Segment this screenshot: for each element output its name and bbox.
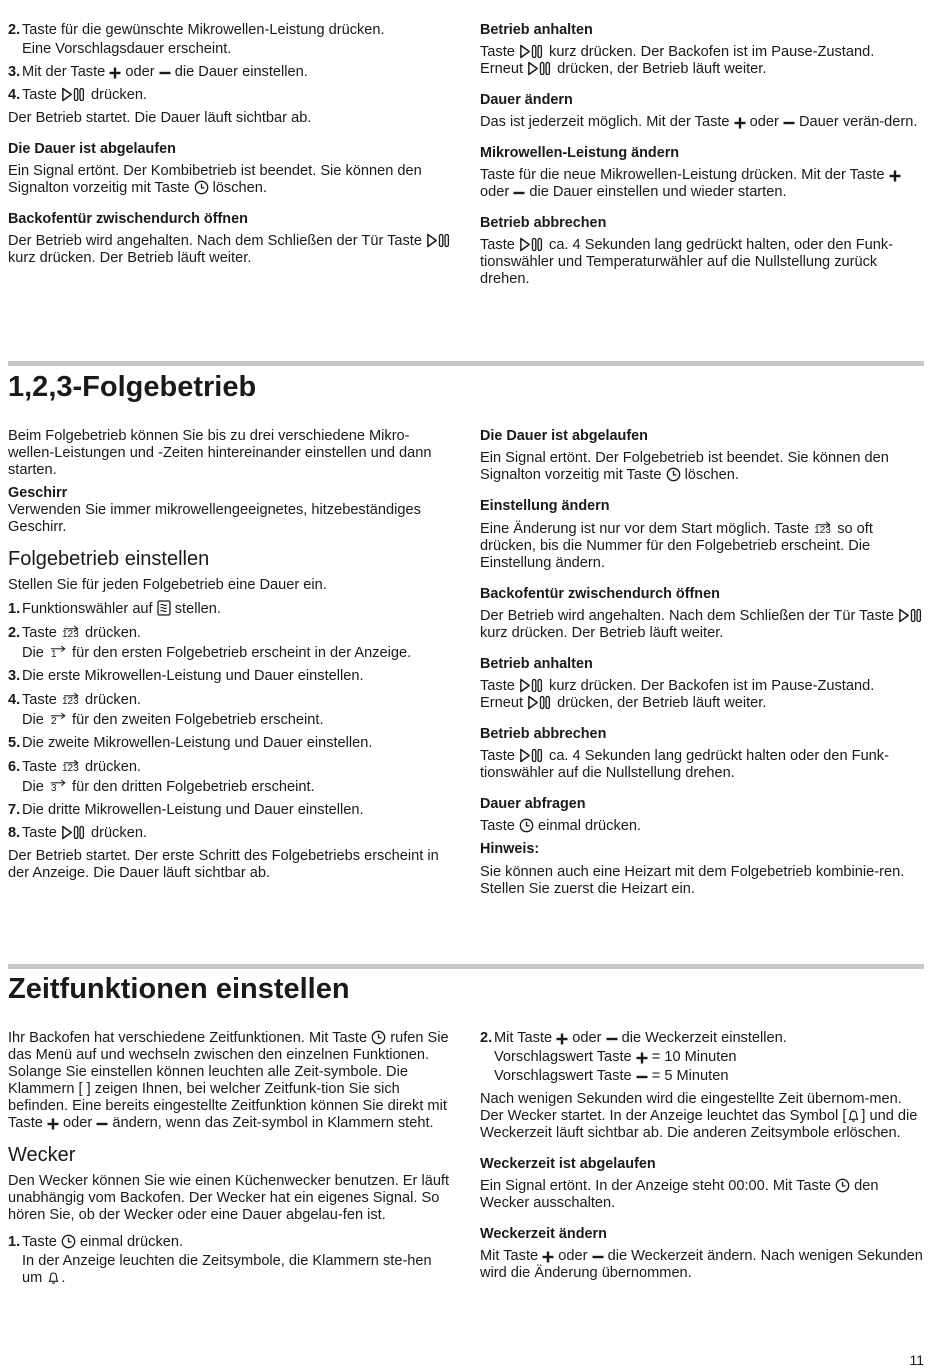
section-title: 1,2,3-Folgebetrieb	[8, 371, 257, 403]
zeit-left-column	[8, 1030, 453, 1293]
subheading: Betrieb anhalten	[480, 656, 593, 672]
plus-icon	[109, 67, 121, 79]
list-item: 4. Taste 123 drücken. Die 2 für den zweiten Folgebetrieb erscheint.	[8, 692, 324, 728]
paragraph: Taste kurz drücken. Der Backofen ist im Pause-Zustand. Erneut drücken, der Betrieb läuft weiter.	[480, 44, 875, 77]
paragraph: Der Betrieb wird angehalten. Nach dem Schließen der Tür Taste kurz drücken. Der Betrieb läuft weiter.	[480, 608, 925, 642]
paragraph: Der Betrieb startet. Die Dauer läuft sichtbar ab.	[8, 110, 312, 126]
subsection-title: Folgebetrieb einstellen	[8, 548, 210, 570]
subheading: Betrieb abbrechen	[480, 215, 607, 231]
folge-right-column	[480, 428, 925, 904]
list-item: 2. Taste 123 drücken. Die 1 für den ersten Folgebetrieb erscheint in der Anzeige.	[8, 625, 412, 661]
sequence-icon: 123	[813, 520, 833, 536]
start-pause-icon	[898, 608, 924, 623]
start-pause-icon	[527, 695, 553, 710]
paragraph: Taste ca. 4 Sekunden lang gedrückt halten oder den Funk-tionswähler auf die Nullstellung drehen.	[480, 748, 889, 781]
subheading: Dauer abfragen	[480, 796, 586, 812]
paragraph: Verwenden Sie immer mikrowellengeeignetes, hitzebeständiges Geschirr.	[8, 502, 421, 535]
plus-icon	[47, 1118, 59, 1130]
paragraph: Den Wecker können Sie wie einen Küchenwecker benutzen. Er läuft unabhängig vom Backofen. Der Wecker hat ein eigenes Signal. So hören Sie, ob der Wecker oder eine Dauer abgelau-fen ist.	[8, 1173, 450, 1223]
paragraph: Beim Folgebetrieb können Sie bis zu drei verschiedene Mikro-wellen-Leistungen und -Zeiten hintereinander einstellen und dann starten.	[8, 428, 432, 478]
subheading: Weckerzeit ist abgelaufen	[480, 1156, 656, 1172]
sequence-3-icon: 3	[48, 778, 68, 794]
start-pause-icon	[61, 825, 87, 840]
sequence-2-icon: 2	[48, 711, 68, 727]
list-item: 4. Taste drücken.	[8, 87, 147, 103]
list-item: 3. Die erste Mikrowellen-Leistung und Dauer einstellen.	[8, 668, 364, 684]
sequence-icon: 123	[61, 624, 81, 640]
list-item: 3. Mit der Taste oder die Dauer einstellen.	[8, 64, 308, 80]
minus-icon	[783, 117, 795, 129]
clock-icon	[835, 1178, 850, 1193]
plus-icon	[556, 1033, 568, 1045]
paragraph: Der Betrieb startet. Der erste Schritt des Folgebetriebs erscheint in der Anzeige. Die Dauer läuft sichtbar ab.	[8, 848, 439, 881]
start-pause-icon	[527, 61, 553, 76]
start-pause-icon	[519, 44, 545, 59]
subheading: Die Dauer ist abgelaufen	[8, 141, 176, 157]
subheading: Geschirr	[8, 485, 68, 501]
section-divider	[8, 361, 924, 366]
paragraph: Taste für die neue Mikrowellen-Leistung drücken. Mit der Taste oder die Dauer einstellen und wieder starten.	[480, 167, 925, 201]
subheading: Weckerzeit ändern	[480, 1226, 607, 1242]
list-item: 1. Taste einmal drücken. In der Anzeige leuchten die Zeitsymbole, die Klammern ste-hen um .	[8, 1234, 432, 1286]
list-item: 8. Taste drücken.	[8, 825, 147, 841]
sequence-1-icon: 1	[48, 644, 68, 660]
paragraph: Ein Signal ertönt. Der Folgebetrieb ist beendet. Sie können den Signalton vorzeitig mit Taste löschen.	[480, 450, 889, 483]
minus-icon	[159, 67, 171, 79]
start-pause-icon	[519, 237, 545, 252]
start-pause-icon	[519, 678, 545, 693]
paragraph: Eine Änderung ist nur vor dem Start möglich. Taste 123 so oft drücken, bis die Nummer für den Folgebetrieb erscheint. Die Einstellung ändern.	[480, 521, 873, 571]
list-item: 2. Mit Taste oder die Weckerzeit einstellen. Vorschlagswert Taste = 10 Minuten Vorschlagswert Taste = 5 Minuten	[480, 1030, 787, 1084]
clock-icon	[194, 180, 209, 195]
folge-left-column	[8, 428, 453, 888]
subheading: Betrieb anhalten	[480, 22, 593, 38]
minus-icon	[636, 1071, 648, 1083]
minus-icon	[96, 1118, 108, 1130]
clock-icon	[371, 1030, 386, 1045]
sequence-icon: 123	[61, 691, 81, 707]
start-pause-icon	[61, 87, 87, 102]
subheading: Dauer ändern	[480, 92, 573, 108]
subheading: Einstellung ändern	[480, 498, 610, 514]
clock-icon	[519, 818, 534, 833]
list-item: 5. Die zweite Mikrowellen-Leistung und Dauer einstellen.	[8, 735, 373, 751]
bell-icon	[846, 1108, 861, 1123]
paragraph: Ein Signal ertönt. In der Anzeige steht 00:00. Mit Taste den Wecker ausschalten.	[480, 1178, 879, 1211]
page-number: 11	[909, 1352, 924, 1368]
list-item: 6. Taste 123 drücken. Die 3 für den dritten Folgebetrieb erscheint.	[8, 759, 315, 795]
paragraph: Ein Signal ertönt. Der Kombibetrieb ist beendet. Sie können den Signalton vorzeitig mit Taste löschen.	[8, 163, 422, 196]
minus-icon	[513, 187, 525, 199]
subheading: Backofentür zwischendurch öffnen	[8, 211, 248, 227]
microwave-icon	[157, 600, 171, 616]
subheading: Die Dauer ist abgelaufen	[480, 428, 648, 444]
paragraph: Stellen Sie für jeden Folgebetrieb eine Dauer ein.	[8, 577, 327, 593]
plus-icon	[636, 1052, 648, 1064]
bell-icon	[46, 1270, 61, 1285]
top-left-column	[8, 22, 453, 273]
sequence-icon: 123	[61, 758, 81, 774]
zeit-right-column	[480, 1030, 925, 1288]
minus-icon	[592, 1251, 604, 1263]
subsection-title: Wecker	[8, 1144, 76, 1166]
plus-icon	[889, 170, 901, 182]
subheading: Betrieb abbrechen	[480, 726, 607, 742]
paragraph: Taste einmal drücken.	[480, 818, 642, 834]
plus-icon	[734, 117, 746, 129]
subheading: Mikrowellen-Leistung ändern	[480, 145, 680, 161]
paragraph: Das ist jederzeit möglich. Mit der Taste oder Dauer verän-dern.	[480, 114, 918, 130]
paragraph: Nach wenigen Sekunden wird die eingestellte Zeit übernom-men. Der Wecker startet. In der Anzeige leuchtet das Symbol [ ] und die Weckerzeit läuft sichtbar ab. Die anderen Zeitsymbole erlöschen.	[480, 1091, 918, 1141]
subheading: Backofentür zwischendurch öffnen	[480, 586, 720, 602]
paragraph: Taste ca. 4 Sekunden lang gedrückt halten, oder den Funk-tionswähler und Temperaturwähler auf die Nullstellung zurück drehen.	[480, 237, 894, 287]
start-pause-icon	[519, 748, 545, 763]
minus-icon	[606, 1033, 618, 1045]
paragraph: Der Betrieb wird angehalten. Nach dem Schließen der Tür Taste kurz drücken. Der Betrieb läuft weiter.	[8, 233, 453, 267]
start-pause-icon	[426, 233, 452, 248]
paragraph: Mit Taste oder die Weckerzeit ändern. Nach wenigen Sekunden wird die Änderung übernommen.	[480, 1248, 923, 1281]
list-item: 7. Die dritte Mikrowellen-Leistung und Dauer einstellen.	[8, 802, 364, 818]
top-right-column	[480, 22, 925, 294]
section-title: Zeitfunktionen einstellen	[8, 973, 350, 1005]
clock-icon	[666, 467, 681, 482]
list-item: 2. Taste für die gewünschte Mikrowellen-Leistung drücken. Eine Vorschlagsdauer erscheint.	[8, 22, 385, 57]
clock-icon	[61, 1234, 76, 1249]
list-item: 1. Funktionswähler auf stellen.	[8, 601, 221, 617]
paragraph: Taste kurz drücken. Der Backofen ist im Pause-Zustand. Erneut drücken, der Betrieb läuft weiter.	[480, 678, 875, 711]
plus-icon	[542, 1251, 554, 1263]
paragraph: Ihr Backofen hat verschiedene Zeitfunktionen. Mit Taste rufen Sie das Menü auf und wechseln zwischen den einzelnen Funktionen. Solange Sie einstellen können leuchten alle Zeit-symbole. Die Klammern [ ] zeigen Ihnen, bei welcher Zeitfunk-tion Sie sich befinden. Eine bereits eingestellte Zeitfunktion können Sie direkt mit Taste oder ändern, wenn das Zeit-symbol in Klammern steht.	[8, 1030, 449, 1131]
note-text: Sie können auch eine Heizart mit dem Folgebetrieb kombinie-ren. Stellen Sie zuerst die Heizart ein.	[480, 864, 905, 897]
section-divider	[8, 964, 924, 969]
note-heading: Hinweis:	[480, 841, 540, 857]
